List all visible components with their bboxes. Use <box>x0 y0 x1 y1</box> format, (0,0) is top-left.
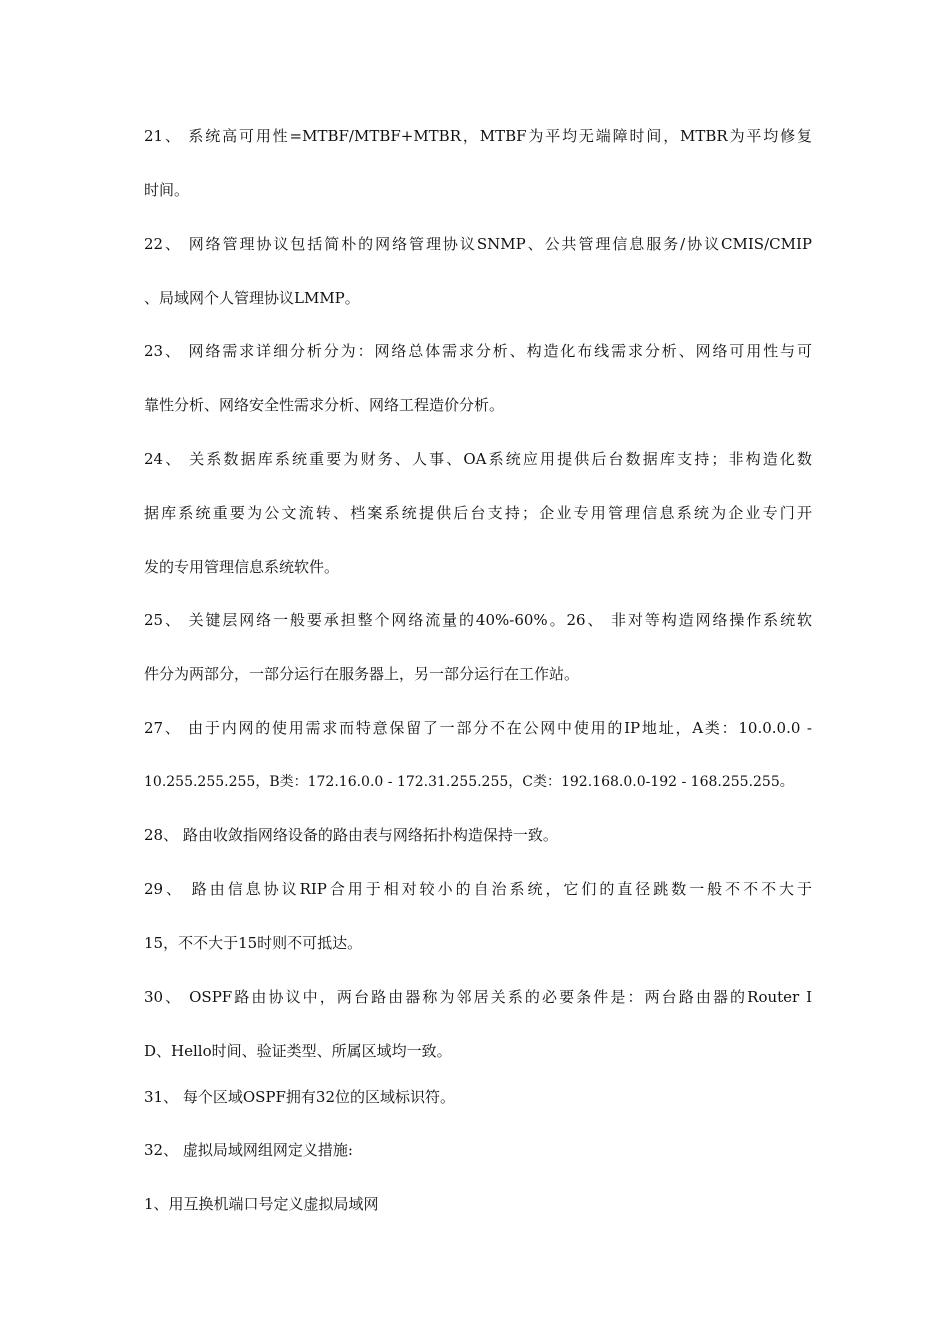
text-line-32: 32、 虚拟局域网组网定义措施: <box>144 1141 353 1159</box>
text-line-24a: 24、 关系数据库系统重要为财务、人事、OA系统应用提供后台数据库支持；非构造化数 <box>144 450 812 468</box>
text-line-22a: 22、 网络管理协议包括简朴的网络管理协议SNMP、公共管理信息服务/协议CMIS/CMIP <box>144 235 812 253</box>
text-line-30b: D、Hello时间、验证类型、所属区域均一致。 <box>144 1042 452 1060</box>
text-line-23b: 靠性分析、网络安全性需求分析、网络工程造价分析。 <box>144 396 505 414</box>
text-line-22b: 、局域网个人管理协议LMMP。 <box>144 289 360 307</box>
text-line-29b: 15，不不大于15时则不可抵达。 <box>144 934 363 952</box>
text-line-32-item1: 1、用互换机端口号定义虚拟局域网 <box>144 1195 379 1213</box>
text-line-21a: 21、 系统高可用性=MTBF/MTBF+MTBR，MTBF为平均无端障时间，MTBR为平均修复 <box>144 127 812 145</box>
text-line-29a: 29、 路由信息协议RIP合用于相对较小的自治系统，它们的直径跳数一般不不不大于 <box>144 880 812 898</box>
text-line-27b: 10.255.255.255，B类：172.16.0.0 - 172.31.255.255，C类：192.168.0.0-192 - 168.255.255。 <box>144 774 794 790</box>
text-line-26b: 件分为两部分，一部分运行在服务器上，另一部分运行在工作站。 <box>144 665 580 683</box>
text-line-28: 28、 路由收敛指网络设备的路由表与网络拓扑构造保持一致。 <box>144 826 558 844</box>
text-line-30a: 30、 OSPF路由协议中，两台路由器称为邻居关系的必要条件是：两台路由器的Router I <box>144 988 812 1006</box>
text-line-23a: 23、 网络需求详细分析分为：网络总体需求分析、构造化布线需求分析、网络可用性与可 <box>144 342 812 360</box>
text-line-24b: 据库系统重要为公文流转、档案系统提供后台支持；企业专用管理信息系统为企业专门开 <box>144 504 812 522</box>
text-line-24c: 发的专用管理信息系统软件。 <box>144 558 340 576</box>
text-line-21b: 时间。 <box>144 181 190 199</box>
text-line-25a: 25、 关键层网络一般要承担整个网络流量的40%-60%。26、 非对等构造网络操作系统软 <box>144 611 812 629</box>
text-line-31: 31、 每个区域OSPF拥有32位的区域标识符。 <box>144 1088 456 1106</box>
text-line-27a: 27、 由于内网的使用需求而特意保留了一部分不在公网中使用的IP地址，A类：10.0.0.0 - <box>144 719 812 737</box>
